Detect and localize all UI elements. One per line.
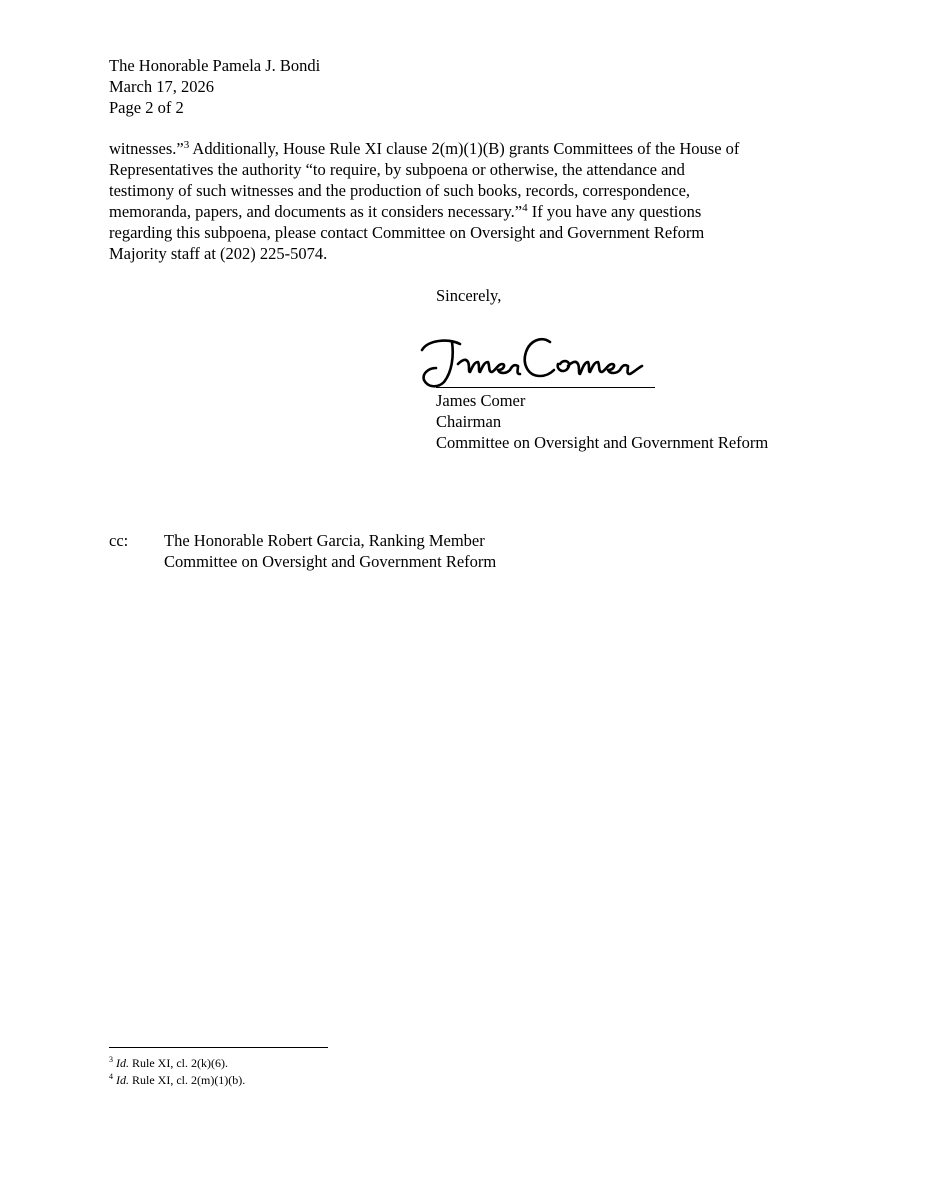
footnote [109,1072,245,1089]
handwritten-signature [418,328,658,392]
body-line [109,201,829,222]
body-text-segment: memoranda, papers, and documents as it considers necessary.” [109,202,523,221]
footnote-ref: 4 [522,202,528,214]
body-line: Representatives the authority “to require, by subpoena or otherwise, the attendance and [109,160,685,179]
body-line: Majority staff at (202) 225-5074. [109,244,328,263]
body-line: testimony of such witnesses and the production of such books, records, correspondence, [109,181,691,200]
footnote-text: Rule XI, cl. 2(m)(1)(b). [129,1073,246,1087]
footnote-id: Id. [116,1073,129,1087]
body-text-segment: witnesses.” [109,139,184,158]
footnote-text: Rule XI, cl. 2(k)(6). [129,1056,228,1070]
footnote-id: Id. [116,1056,129,1070]
body-text-segment: If you have any questions [527,202,702,221]
footnote-separator [109,1047,328,1048]
body-line [109,138,829,159]
body-line: regarding this subpoena, please contact Committee on Oversight and Government Reform [109,223,705,242]
body-text-segment: Additionally, House Rule XI clause 2(m)(1)(B) grants Committees of the House of [189,139,740,158]
signer-block [436,390,768,453]
letter-body [109,138,829,264]
letter-header [109,55,320,118]
recipient-name: The Honorable Pamela J. Bondi [109,56,321,75]
signature-text: James Comer [418,328,424,329]
page-number: Page 2 of 2 [109,98,184,117]
footnote-ref: 3 [183,139,190,151]
signer-name: James Comer [436,391,526,410]
cc-line: The Honorable Robert Garcia, Ranking Member [164,531,485,550]
footnote-number: 3 [109,1055,113,1064]
closing-salutation: Sincerely, [436,286,502,305]
footnote-number: 4 [109,1072,113,1081]
footnote [109,1055,245,1072]
cc-line: Committee on Oversight and Government Reform [164,552,497,571]
cc-label: cc: [109,531,129,550]
footnotes [109,1055,245,1089]
signature-line [436,387,655,388]
letter-date: March 17, 2026 [109,77,214,96]
cc-recipients [164,530,496,572]
signer-committee: Committee on Oversight and Government Reform [436,433,769,452]
signer-title: Chairman [436,412,502,431]
